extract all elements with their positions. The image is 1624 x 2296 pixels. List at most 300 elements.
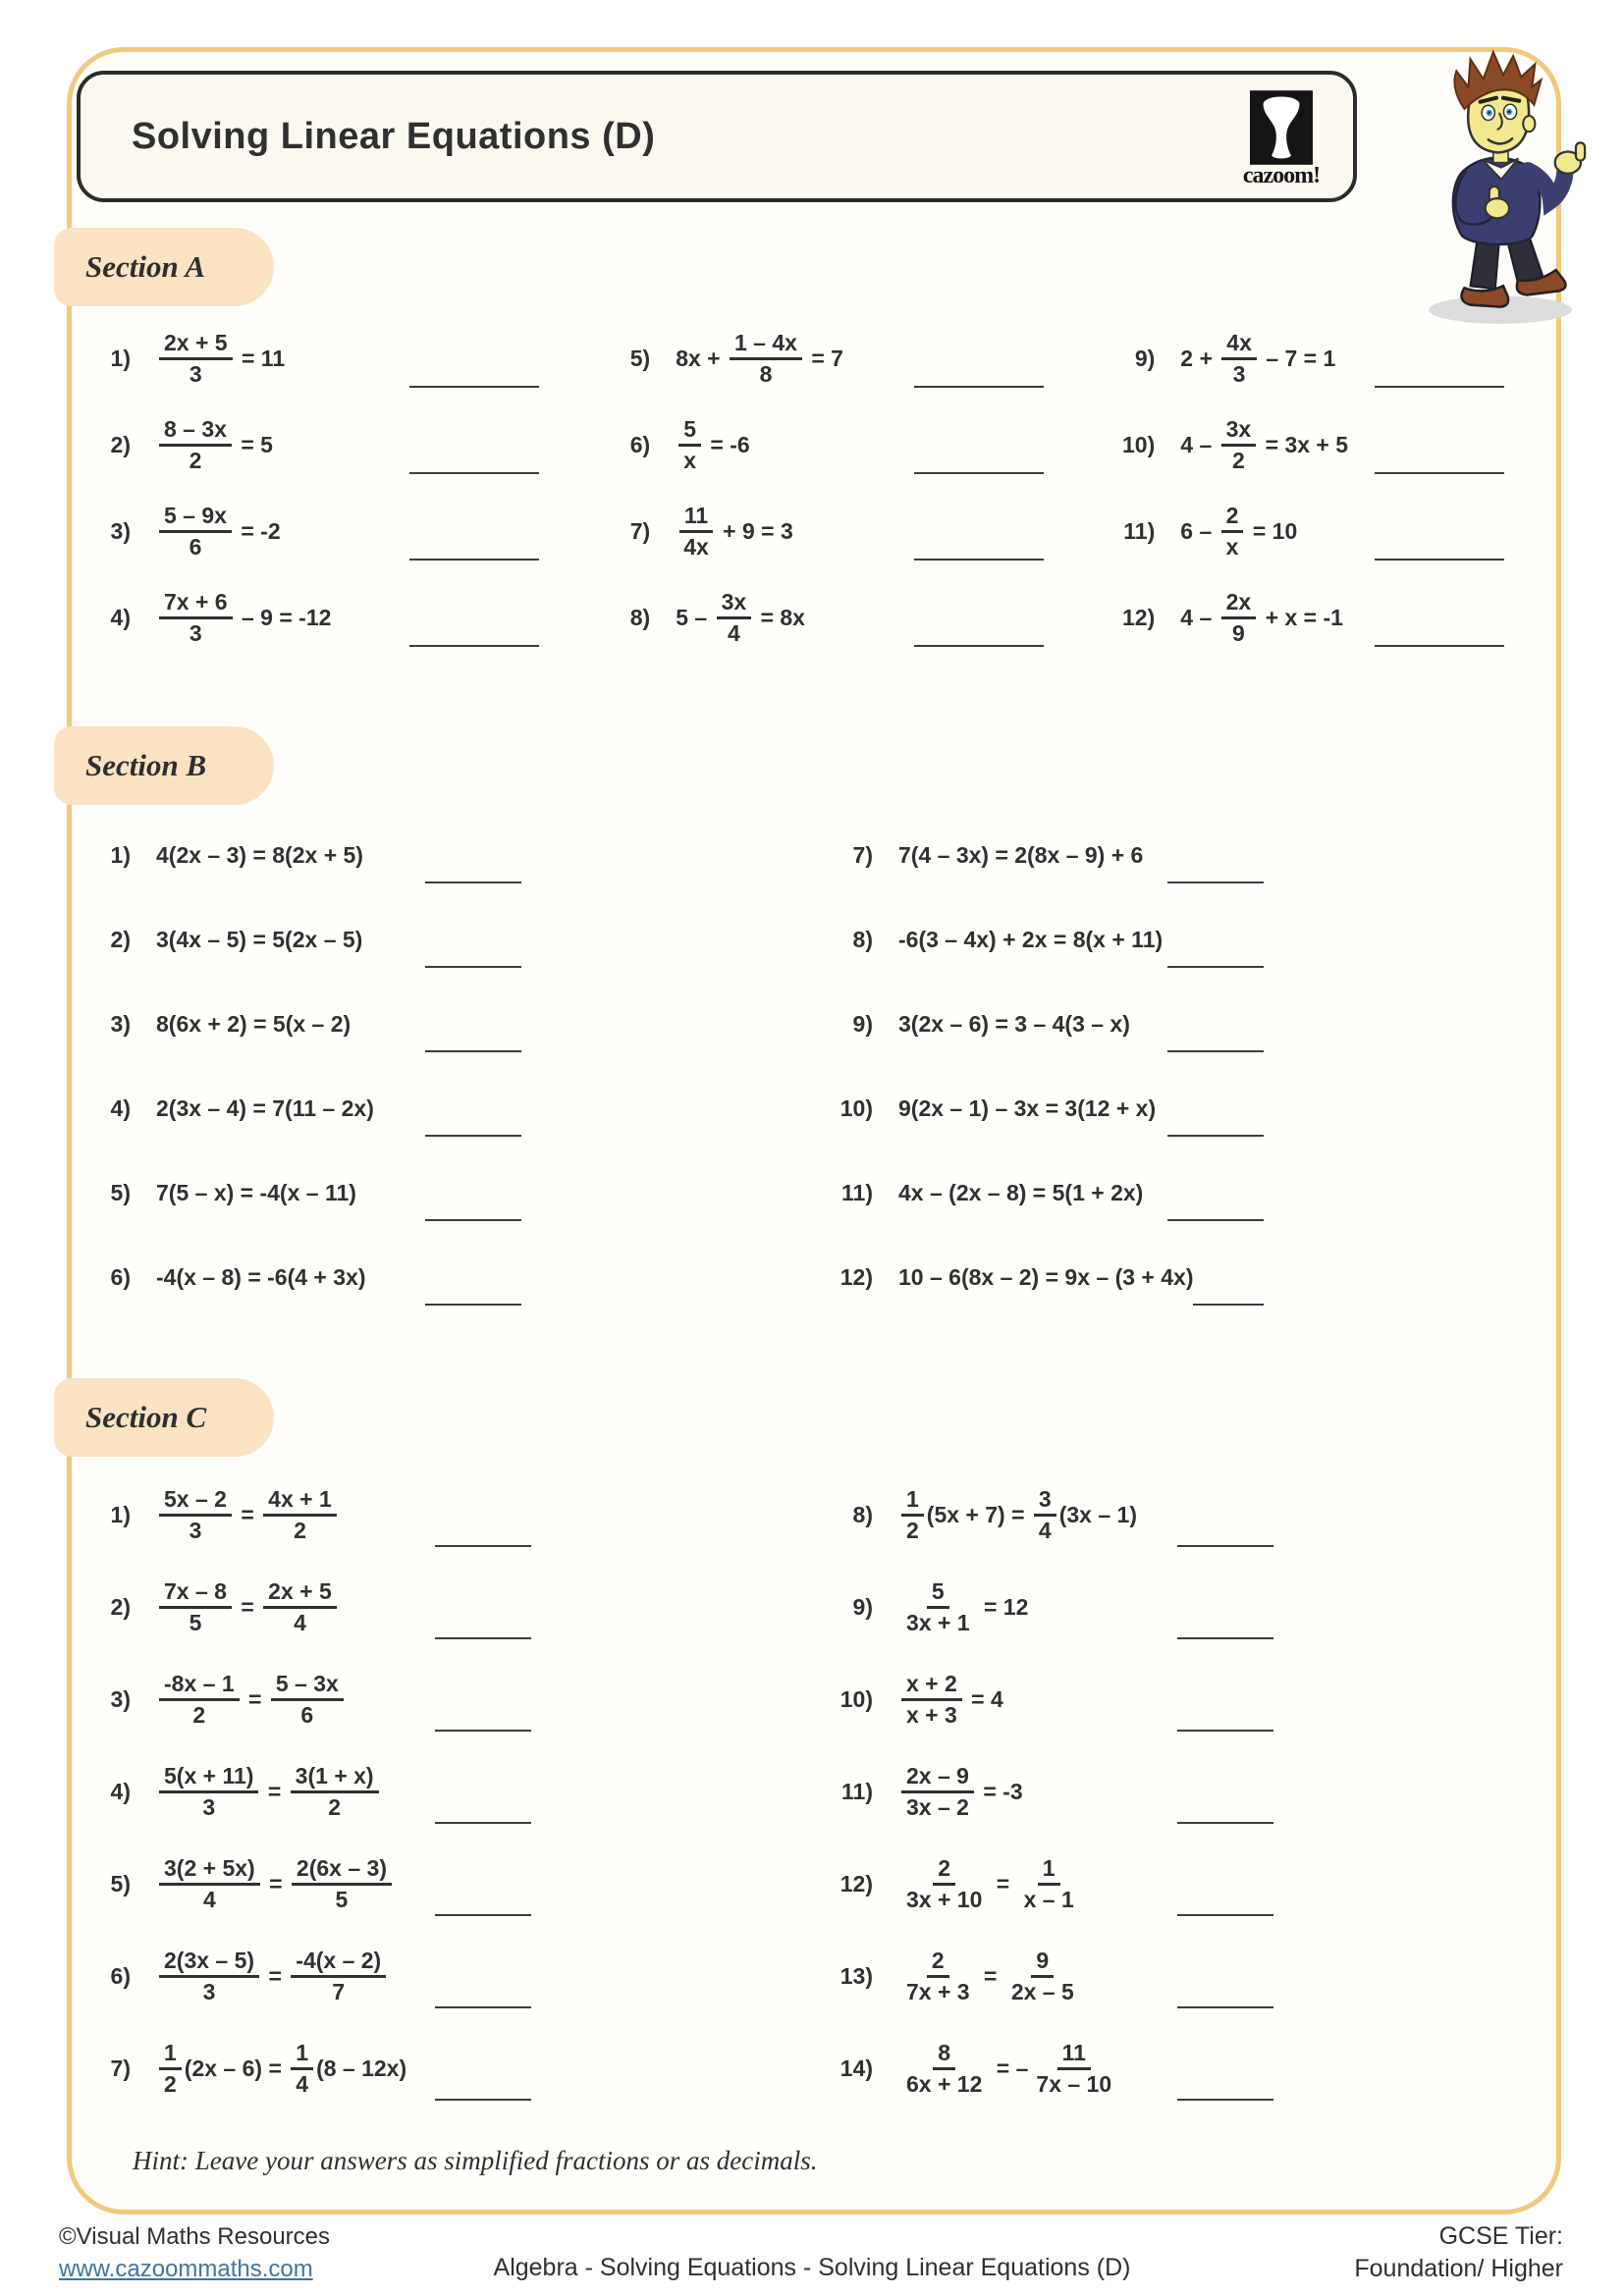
section-c-problems	[74, 1468, 1558, 2114]
section-a-problems	[74, 315, 1558, 661]
problem-number: 9)	[1134, 345, 1156, 371]
website-link[interactable]: www.cazoommaths.com	[59, 2256, 313, 2282]
fraction	[159, 331, 233, 387]
answer-line	[409, 645, 539, 647]
problem-number: 7)	[110, 2055, 131, 2081]
problem-row	[593, 315, 1098, 401]
problem-row	[816, 813, 1558, 897]
answer-line	[1177, 1637, 1273, 1639]
problem-row	[816, 1838, 1558, 1930]
fraction-denominator: 7	[332, 1978, 346, 2004]
equation	[898, 927, 1163, 953]
problem-row	[1098, 401, 1558, 488]
fraction	[901, 2041, 987, 2097]
equation	[156, 1579, 340, 1635]
fraction	[159, 2041, 182, 2097]
fraction-denominator: 3x – 2	[906, 1793, 969, 1820]
equation	[898, 1487, 1137, 1543]
fraction-numerator: 2x – 9	[901, 1764, 974, 1793]
fraction-denominator: 2	[906, 1517, 919, 1543]
fraction-denominator: 7x + 3	[906, 1978, 970, 2004]
fraction-denominator: 5	[189, 1609, 202, 1635]
problems-column	[816, 1468, 1558, 2114]
equation	[898, 1264, 1193, 1291]
fraction	[291, 1949, 386, 2004]
answer-line	[435, 1822, 531, 1824]
fraction	[159, 1949, 259, 2004]
equation-text: 4(2x – 3) = 8(2x + 5)	[156, 841, 363, 868]
fraction-numerator: 3x	[1221, 417, 1257, 447]
fraction-denominator: 2	[328, 1793, 341, 1820]
equation	[156, 1264, 366, 1291]
equation-text: =	[262, 1870, 289, 1896]
fraction-numerator: 8 – 3x	[159, 417, 232, 447]
problem-number: 4)	[110, 1095, 131, 1121]
equation-text: -6(3 – 4x) + 2x = 8(x + 11)	[898, 926, 1164, 952]
fraction-numerator: 2	[927, 1949, 949, 1978]
fraction-denominator: 4	[1038, 1517, 1052, 1543]
problem-row	[74, 1838, 816, 1930]
equation-text: 2(3x – 4) = 7(11 – 2x)	[156, 1095, 374, 1121]
problem-row	[593, 574, 1098, 661]
fraction-numerator: 2(3x – 5)	[159, 1949, 259, 1978]
gcse-tier-value: Foundation/ Higher	[1354, 2255, 1563, 2282]
problem-row	[74, 315, 593, 401]
equation-text: = 12	[977, 1593, 1029, 1620]
fraction-denominator: 2	[1232, 447, 1245, 473]
fraction-denominator: 2	[164, 2070, 177, 2097]
equation-text: 3(2x – 6) = 3 – 4(3 – x)	[898, 1010, 1130, 1037]
equation-text: =	[977, 1962, 1003, 1989]
fraction	[159, 1672, 240, 1728]
problems-column	[74, 813, 816, 1319]
fraction	[1221, 590, 1257, 646]
problem-row	[74, 1150, 816, 1235]
problem-number: 1)	[110, 345, 131, 371]
answer-line	[435, 1730, 531, 1732]
fraction	[901, 1487, 924, 1543]
answer-line	[1375, 386, 1504, 388]
equation-text: = 11	[235, 345, 286, 371]
answer-line	[1167, 1219, 1264, 1221]
title-box	[77, 71, 1357, 202]
problem-row	[74, 1653, 816, 1745]
fraction-denominator: x + 3	[906, 1701, 957, 1728]
equation	[898, 1579, 1028, 1635]
section-b-problems	[74, 813, 1558, 1319]
fraction	[678, 417, 701, 473]
problems-column	[816, 813, 1558, 1319]
fraction-denominator: 3x + 10	[906, 1886, 983, 1912]
equation	[156, 1856, 395, 1912]
answer-line	[1177, 2006, 1273, 2008]
problem-number: 11)	[841, 1778, 873, 1804]
equation-text: 6 –	[1180, 517, 1218, 544]
fraction-numerator: 1	[159, 2041, 182, 2070]
equation-text: =	[262, 1962, 289, 1989]
equation-text: 9(2x – 1) – 3x = 3(12 + x)	[898, 1095, 1157, 1121]
answer-line	[425, 1219, 521, 1221]
fraction-numerator: 3(1 + x)	[291, 1764, 379, 1793]
answer-line	[1177, 1545, 1273, 1547]
answer-line	[914, 386, 1044, 388]
fraction-numerator: 9	[1031, 1949, 1054, 1978]
equation-text: 4 –	[1180, 604, 1218, 630]
equation-text: = 7	[804, 345, 843, 371]
equation	[156, 1487, 340, 1543]
answer-line	[435, 2006, 531, 2008]
fraction-denominator: 3	[1232, 360, 1246, 387]
equation-text: + x = -1	[1259, 604, 1343, 630]
footer-right	[1354, 2220, 1563, 2285]
fraction-denominator: 4	[296, 2070, 309, 2097]
problem-row	[74, 1468, 816, 1561]
problem-row	[1098, 488, 1558, 574]
problem-number: 12)	[839, 1263, 873, 1290]
problem-number: 6)	[110, 1962, 131, 1989]
problem-number: 2)	[110, 926, 131, 952]
fraction-denominator: 2x – 5	[1010, 1978, 1074, 2004]
equation-text: 7(5 – x) = -4(x – 11)	[156, 1179, 356, 1205]
answer-line	[435, 1637, 531, 1639]
fraction	[159, 504, 232, 560]
problems-column	[593, 315, 1098, 661]
problem-row	[816, 1066, 1558, 1150]
fraction-denominator: 4	[727, 619, 740, 646]
problem-row	[1098, 315, 1558, 401]
problem-row	[74, 1745, 816, 1838]
fraction-denominator: 8	[759, 360, 773, 387]
page-title: Solving Linear Equations (D)	[132, 116, 656, 157]
equation	[156, 1180, 356, 1206]
gcse-tier-label: GCSE Tier:	[1438, 2222, 1563, 2250]
equation	[898, 1949, 1082, 2004]
problem-number: 3)	[110, 1685, 131, 1712]
equation-text: = -2	[234, 517, 281, 544]
section-c-label: Section C	[85, 1400, 207, 1434]
section-c-badge	[54, 1378, 274, 1457]
fraction-numerator: 11	[679, 504, 713, 533]
fraction-numerator: 1 – 4x	[730, 331, 802, 360]
equation	[898, 1672, 1003, 1728]
equation-text: + 9 = 3	[716, 517, 793, 544]
equation-text: = -6	[703, 431, 750, 457]
equation	[898, 842, 1143, 869]
fraction-denominator: 2	[189, 447, 202, 473]
fraction-denominator: 6	[189, 533, 202, 560]
answer-line	[914, 472, 1044, 474]
equation	[1180, 331, 1335, 387]
answer-line	[425, 1050, 521, 1052]
equation	[156, 331, 285, 387]
equation-text: =	[261, 1778, 288, 1804]
fraction	[901, 1579, 975, 1635]
fraction-numerator: 4x	[1221, 331, 1257, 360]
equation	[898, 1180, 1143, 1206]
fraction-numerator: 1	[1038, 1856, 1060, 1886]
fraction-denominator: 3	[202, 1978, 216, 2004]
problem-row	[816, 1930, 1558, 2022]
equation	[156, 1949, 389, 2004]
problem-number: 5)	[629, 345, 651, 371]
fraction	[159, 1856, 260, 1912]
problem-row	[816, 1235, 1558, 1319]
equation	[1180, 590, 1343, 646]
equation	[676, 417, 749, 473]
equation-text: – 7 = 1	[1259, 345, 1336, 371]
problem-number: 2)	[110, 431, 131, 457]
answer-line	[1177, 1730, 1273, 1732]
answer-line	[1167, 1135, 1264, 1137]
answer-line	[409, 472, 539, 474]
equation-text: 4 –	[1180, 431, 1218, 457]
problem-row	[816, 1468, 1558, 1561]
fraction-denominator: 9	[1232, 619, 1245, 646]
problem-number: 11)	[841, 1179, 873, 1205]
fraction-denominator: 5	[335, 1886, 349, 1912]
fraction	[678, 504, 714, 560]
equation-text: = -3	[976, 1778, 1023, 1804]
equation	[156, 504, 281, 560]
equation-text: 7(4 – 3x) = 2(8x – 9) + 6	[898, 841, 1144, 868]
problem-row	[816, 1653, 1558, 1745]
problem-number: 10)	[839, 1095, 873, 1121]
problem-row	[74, 1561, 816, 1653]
fraction-numerator: 5 – 3x	[271, 1672, 344, 1701]
answer-line	[1375, 559, 1504, 561]
problem-number: 6)	[110, 1263, 131, 1290]
equation-text: 8x +	[676, 345, 727, 371]
fraction	[159, 590, 233, 646]
fraction-denominator: x – 1	[1023, 1886, 1074, 1912]
equation	[156, 1095, 374, 1122]
fraction-numerator: x + 2	[901, 1672, 962, 1701]
fraction-numerator: 1	[291, 2041, 313, 2070]
answer-line	[1167, 1050, 1264, 1052]
answer-line	[1193, 1304, 1264, 1306]
equation-text: 4x – (2x – 8) = 5(1 + 2x)	[898, 1179, 1144, 1205]
fraction	[271, 1672, 344, 1728]
fraction-numerator: 4x + 1	[263, 1487, 337, 1517]
equation-text: =	[242, 1685, 268, 1712]
problem-row	[74, 574, 593, 661]
answer-line	[914, 559, 1044, 561]
mascot-boy-illustration	[1400, 47, 1610, 336]
problem-row	[74, 813, 816, 897]
footer-breadcrumb: Algebra - Solving Equations - Solving Linear Equations (D)	[493, 2254, 1131, 2281]
problem-number: 3)	[110, 1010, 131, 1037]
fraction	[1221, 331, 1257, 387]
equation-text: =	[990, 1870, 1016, 1896]
problem-number: 8)	[852, 926, 873, 952]
answer-line	[914, 645, 1044, 647]
equation	[1180, 504, 1297, 560]
cazoom-logo	[1237, 90, 1326, 189]
equation	[156, 2041, 406, 2097]
fraction-denominator: 7x – 10	[1036, 2070, 1112, 2097]
fraction-numerator: 5	[678, 417, 701, 447]
equation-text: = 8x	[754, 604, 805, 630]
equation	[1180, 417, 1348, 473]
fraction	[291, 1764, 379, 1820]
fraction-numerator: 11	[1057, 2041, 1091, 2070]
section-b-label: Section B	[85, 748, 207, 782]
problem-number: 4)	[110, 604, 131, 630]
problem-row	[816, 982, 1558, 1066]
section-a-label: Section A	[85, 249, 206, 284]
fraction-numerator: 8	[933, 2041, 955, 2070]
fraction-denominator: 6	[300, 1701, 314, 1728]
fraction-denominator: 4x	[683, 533, 709, 560]
problem-number: 4)	[110, 1778, 131, 1804]
problem-row	[816, 1561, 1558, 1653]
fraction-numerator: 5 – 9x	[159, 504, 232, 533]
equation-text: = 3x + 5	[1259, 431, 1349, 457]
equation-text: (5x + 7) =	[926, 1501, 1031, 1527]
fraction-denominator: 2	[294, 1517, 306, 1543]
fraction	[159, 417, 232, 473]
problem-number: 13)	[839, 1962, 873, 1989]
fraction-denominator: 3	[202, 1793, 216, 1820]
fraction-numerator: 1	[901, 1487, 924, 1517]
fraction-numerator: 2x + 5	[159, 331, 233, 360]
fraction-numerator: -8x – 1	[159, 1672, 240, 1701]
fraction-denominator: 6x + 12	[906, 2070, 983, 2097]
fraction-numerator: 3x	[717, 590, 752, 619]
fraction-numerator: 3	[1034, 1487, 1056, 1517]
fraction-numerator: 7x – 8	[159, 1579, 232, 1609]
problem-number: 5)	[110, 1179, 131, 1205]
problems-column	[74, 1468, 816, 2114]
fraction	[1221, 417, 1257, 473]
fraction-numerator: 2(6x – 3)	[292, 1856, 392, 1886]
problem-number: 7)	[852, 841, 873, 868]
equation	[156, 842, 363, 869]
answer-line	[409, 386, 539, 388]
fraction-denominator: 4	[202, 1886, 216, 1912]
answer-line	[435, 1545, 531, 1547]
fraction	[292, 1856, 392, 1912]
problem-number: 9)	[852, 1010, 873, 1037]
problem-number: 10)	[1122, 431, 1156, 457]
problem-number: 12)	[1122, 604, 1156, 630]
equation-text: (3x – 1)	[1058, 1501, 1137, 1527]
equation	[898, 1856, 1082, 1912]
problem-row	[593, 401, 1098, 488]
fraction	[1031, 2041, 1116, 2097]
problem-row	[74, 488, 593, 574]
problem-row	[816, 2022, 1558, 2114]
problem-row	[816, 1745, 1558, 1838]
fraction-numerator: 5	[927, 1579, 949, 1609]
answer-line	[425, 1135, 521, 1137]
fraction-numerator: 2	[1221, 504, 1244, 533]
problem-number: 12)	[839, 1870, 873, 1896]
problem-row	[74, 897, 816, 982]
fraction	[263, 1487, 337, 1543]
equation-text: 2 +	[1180, 345, 1219, 371]
equation-text: = –	[990, 2055, 1029, 2081]
fraction-numerator: 3(2 + 5x)	[159, 1856, 260, 1886]
problem-number: 10)	[839, 1685, 873, 1712]
section-b-badge	[54, 726, 274, 805]
problem-row	[74, 401, 593, 488]
problem-number: 1)	[110, 1501, 131, 1527]
fraction	[1006, 1949, 1079, 2004]
fraction	[901, 1764, 974, 1820]
fraction-denominator: 3	[189, 360, 202, 387]
equation-text: =	[234, 1593, 261, 1620]
equation	[156, 1011, 351, 1038]
fraction	[1019, 1856, 1079, 1912]
problem-row	[74, 2022, 816, 2114]
fraction	[901, 1672, 962, 1728]
equation	[156, 417, 273, 473]
fraction-numerator: -4(x – 2)	[291, 1949, 386, 1978]
answer-line	[435, 1914, 531, 1916]
equation-text: 3(4x – 5) = 5(2x – 5)	[156, 926, 363, 952]
answer-line	[425, 881, 521, 883]
equation-text: =	[234, 1501, 261, 1527]
problem-number: 1)	[110, 841, 131, 868]
equation-text: (2x – 6) =	[184, 2055, 289, 2081]
answer-line	[1177, 1822, 1273, 1824]
fraction-denominator: 2	[192, 1701, 206, 1728]
equation	[676, 590, 805, 646]
fraction-denominator: 3	[189, 1517, 202, 1543]
fraction	[1034, 1487, 1056, 1543]
problem-number: 3)	[110, 517, 131, 544]
answer-line	[435, 2099, 531, 2101]
problem-row	[74, 1066, 816, 1150]
equation	[156, 1672, 347, 1728]
problem-row	[74, 1235, 816, 1319]
fraction	[159, 1487, 232, 1543]
cazoom-drum-logo-icon	[1250, 90, 1313, 165]
equation-text: -4(x – 8) = -6(4 + 3x)	[156, 1263, 366, 1290]
answer-line	[425, 966, 521, 968]
answer-line	[1375, 472, 1504, 474]
fraction	[291, 2041, 313, 2097]
answer-line	[1177, 2099, 1273, 2101]
fraction-numerator: 5x – 2	[159, 1487, 232, 1517]
equation-text: = 5	[234, 431, 273, 457]
fraction	[901, 1856, 987, 1912]
hint-text: Hint: Leave your answers as simplified fractions or as decimals.	[133, 2146, 818, 2175]
fraction-numerator: 2x	[1221, 590, 1257, 619]
problem-number: 11)	[1123, 517, 1156, 544]
problems-column	[74, 315, 593, 661]
answer-line	[1167, 881, 1264, 883]
problem-row	[816, 1150, 1558, 1235]
answer-line	[1375, 645, 1504, 647]
fraction-denominator: 4	[294, 1609, 306, 1635]
fraction-denominator: x	[683, 447, 696, 473]
problem-number: 14)	[839, 2055, 873, 2081]
fraction	[159, 1764, 258, 1820]
problem-row	[593, 488, 1098, 574]
fraction	[901, 1949, 975, 2004]
problem-row	[74, 1930, 816, 2022]
cazoom-logo-text: cazoom!	[1242, 163, 1321, 188]
equation	[898, 2041, 1119, 2097]
equation-text: 10 – 6(8x – 2) = 9x – (3 + 4x)	[898, 1263, 1194, 1290]
fraction-denominator: x	[1225, 533, 1239, 560]
problem-row	[74, 982, 816, 1066]
equation	[676, 504, 793, 560]
problem-number: 8)	[852, 1501, 873, 1527]
copyright-text: ©Visual Maths Resources	[59, 2223, 331, 2250]
